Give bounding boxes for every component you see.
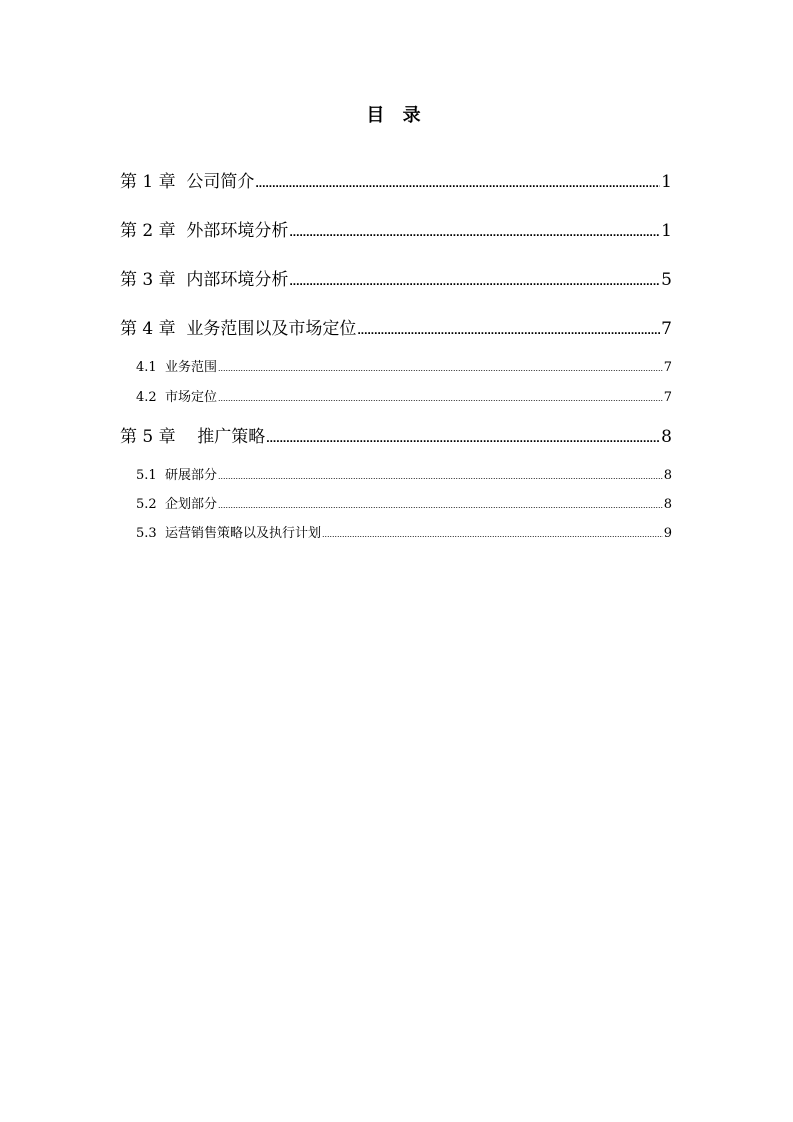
toc-entry-label: 5.3 运营销售策略以及执行计划 xyxy=(136,526,321,541)
toc-entry-page: 5 xyxy=(661,270,672,290)
toc-entry-label: 第 2 章 外部环境分析 xyxy=(120,221,289,241)
toc-entry-chapter-4[interactable] xyxy=(120,318,672,341)
toc-entry-section-5-2[interactable] xyxy=(136,496,672,514)
toc-entry-page: 8 xyxy=(663,468,672,483)
toc-entry-page: 8 xyxy=(663,497,672,512)
dot-leader xyxy=(218,467,663,485)
toc-entry-page: 1 xyxy=(661,172,672,192)
dot-leader xyxy=(357,319,660,341)
toc-entry-label: 第 5 章 推广策略 xyxy=(120,427,266,447)
toc-title: 目 录 xyxy=(366,105,427,126)
toc-entry-label: 第 4 章 业务范围以及市场定位 xyxy=(120,319,357,339)
toc-entry-label: 第 1 章 公司简介 xyxy=(120,172,255,192)
toc-entry-label: 4.2 市场定位 xyxy=(136,390,217,405)
dot-leader xyxy=(218,496,663,514)
toc-entry-section-5-1[interactable] xyxy=(136,467,672,485)
toc-entry-page: 7 xyxy=(663,390,672,405)
toc-entry-section-4-1[interactable] xyxy=(136,359,672,377)
toc-entry-page: 1 xyxy=(661,221,672,241)
toc-entry-chapter-3[interactable] xyxy=(120,269,672,292)
toc-entry-page: 7 xyxy=(663,360,672,375)
toc-entry-label: 4.1 业务范围 xyxy=(136,360,217,375)
toc-entry-label: 第 3 章 内部环境分析 xyxy=(120,270,289,290)
toc-entry-chapter-2[interactable] xyxy=(120,220,672,243)
toc-entry-section-4-2[interactable] xyxy=(136,389,672,407)
dot-leader xyxy=(266,427,660,449)
dot-leader xyxy=(255,172,660,194)
toc-entry-page: 8 xyxy=(661,427,672,447)
toc-entry-label: 5.2 企划部分 xyxy=(136,497,217,512)
toc-entry-section-5-3[interactable] xyxy=(136,525,672,543)
dot-leader xyxy=(218,389,663,407)
dot-leader xyxy=(289,270,660,292)
toc-entry-page: 9 xyxy=(663,526,672,541)
toc-entry-chapter-1[interactable] xyxy=(120,171,672,194)
dot-leader xyxy=(218,359,663,377)
dot-leader xyxy=(322,525,663,543)
toc-entry-label: 5.1 研展部分 xyxy=(136,468,217,483)
toc-entry-page: 7 xyxy=(661,319,672,339)
dot-leader xyxy=(289,221,660,243)
toc-entry-chapter-5[interactable] xyxy=(120,426,672,449)
